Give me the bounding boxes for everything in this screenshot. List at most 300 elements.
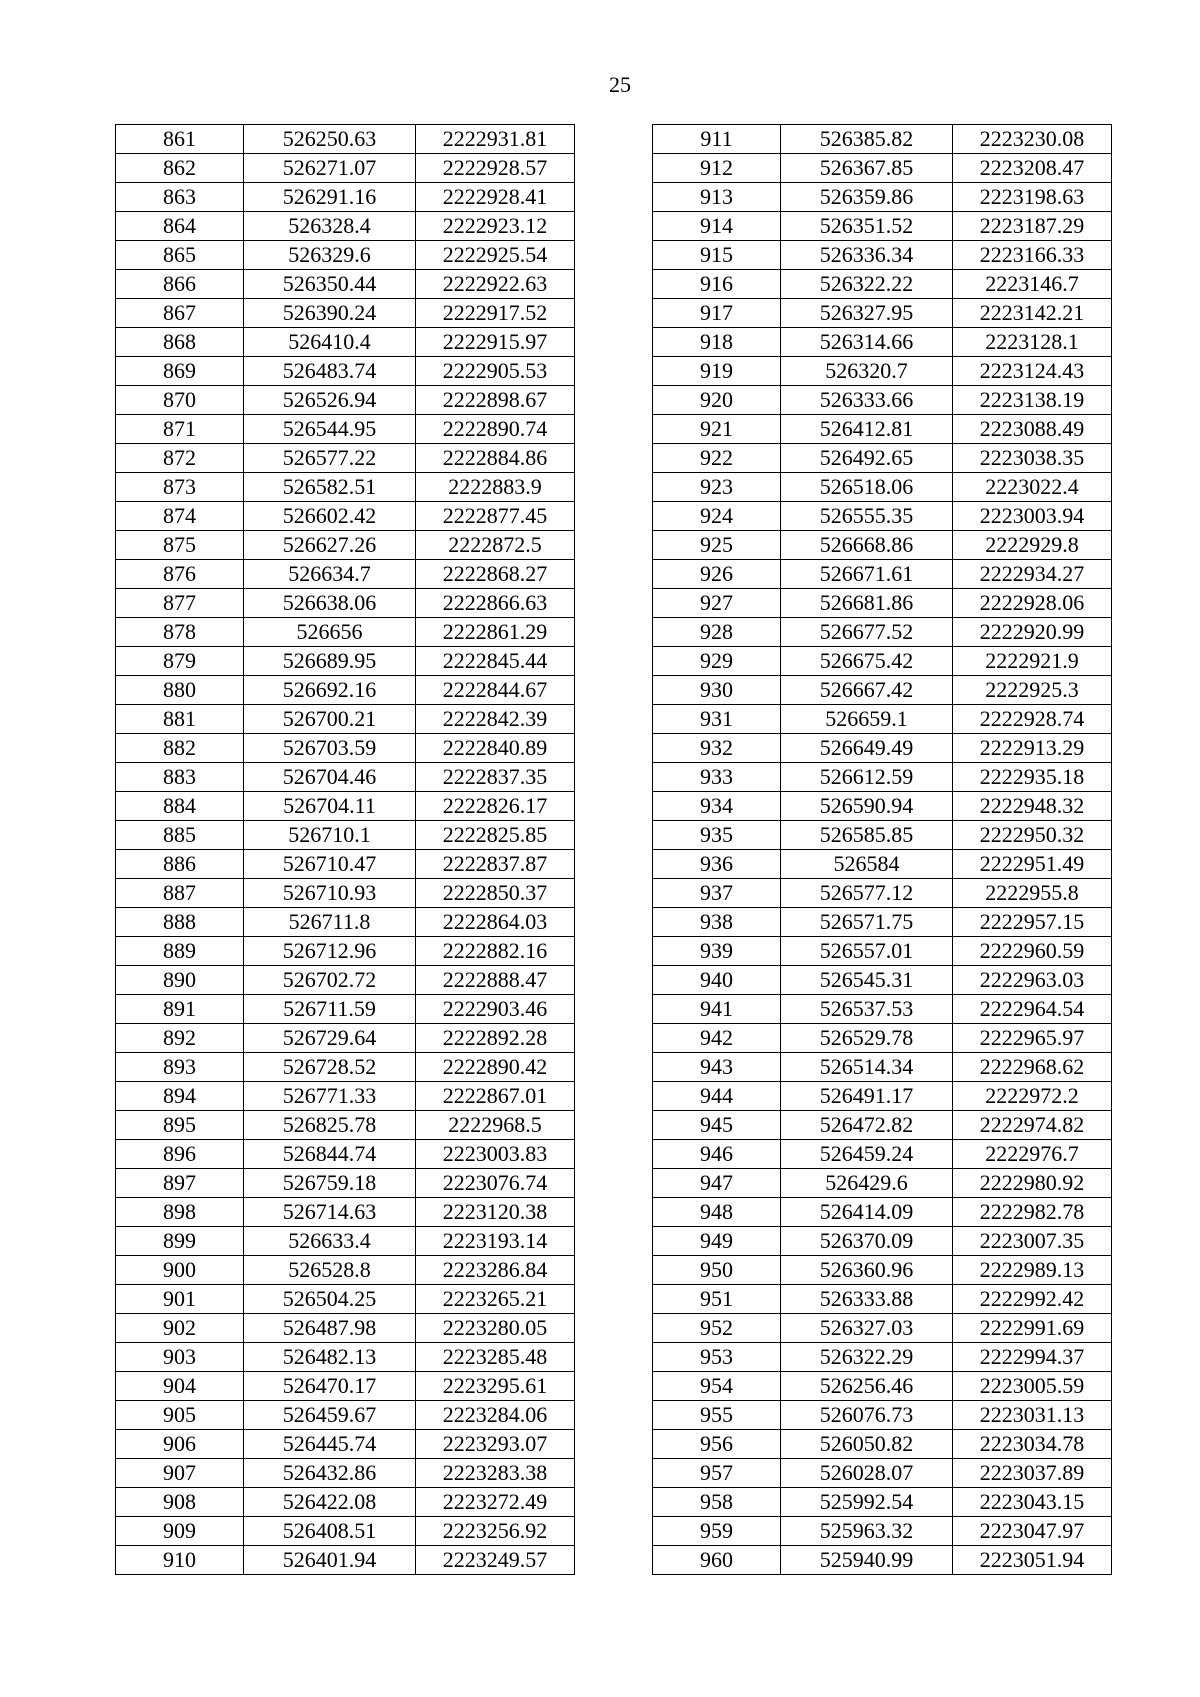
point-number-cell: 892: [116, 1024, 244, 1053]
table-row: [116, 995, 575, 1024]
x-coordinate-cell: 526675.42: [781, 647, 953, 676]
x-coordinate-cell: 526710.1: [244, 821, 416, 850]
x-coordinate-cell: 526359.86: [781, 183, 953, 212]
table-row: [116, 502, 575, 531]
y-coordinate-cell: 2222928.57: [416, 154, 575, 183]
y-coordinate-cell: 2222976.7: [953, 1140, 1112, 1169]
x-coordinate-cell: 526633.4: [244, 1227, 416, 1256]
table-row: [116, 1430, 575, 1459]
point-number-cell: 916: [653, 270, 781, 299]
y-coordinate-cell: 2222950.32: [953, 821, 1112, 850]
x-coordinate-cell: 526714.63: [244, 1198, 416, 1227]
point-number-cell: 882: [116, 734, 244, 763]
table-row: [653, 1198, 1112, 1227]
table-row: [653, 1227, 1112, 1256]
x-coordinate-cell: 526271.07: [244, 154, 416, 183]
table-row: [116, 1285, 575, 1314]
x-coordinate-cell: 526385.82: [781, 125, 953, 154]
point-number-cell: 909: [116, 1517, 244, 1546]
point-number-cell: 872: [116, 444, 244, 473]
x-coordinate-cell: 526250.63: [244, 125, 416, 154]
x-coordinate-cell: 526320.7: [781, 357, 953, 386]
x-coordinate-cell: 526351.52: [781, 212, 953, 241]
x-coordinate-cell: 526367.85: [781, 154, 953, 183]
y-coordinate-cell: 2222882.16: [416, 937, 575, 966]
point-number-cell: 911: [653, 125, 781, 154]
point-number-cell: 899: [116, 1227, 244, 1256]
x-coordinate-cell: 526350.44: [244, 270, 416, 299]
point-number-cell: 861: [116, 125, 244, 154]
x-coordinate-cell: 526445.74: [244, 1430, 416, 1459]
y-coordinate-cell: 2223022.4: [953, 473, 1112, 502]
x-coordinate-cell: 526710.93: [244, 879, 416, 908]
point-number-cell: 910: [116, 1546, 244, 1575]
point-number-cell: 868: [116, 328, 244, 357]
table-row: [653, 212, 1112, 241]
x-coordinate-cell: 526659.1: [781, 705, 953, 734]
y-coordinate-cell: 2222989.13: [953, 1256, 1112, 1285]
y-coordinate-cell: 2222992.42: [953, 1285, 1112, 1314]
x-coordinate-cell: 526844.74: [244, 1140, 416, 1169]
point-number-cell: 862: [116, 154, 244, 183]
table-row: [116, 154, 575, 183]
table-row: [653, 908, 1112, 937]
y-coordinate-cell: 2223249.57: [416, 1546, 575, 1575]
x-coordinate-cell: 526557.01: [781, 937, 953, 966]
y-coordinate-cell: 2223198.63: [953, 183, 1112, 212]
y-coordinate-cell: 2222825.85: [416, 821, 575, 850]
x-coordinate-cell: 526470.17: [244, 1372, 416, 1401]
point-number-cell: 922: [653, 444, 781, 473]
x-coordinate-cell: 526526.94: [244, 386, 416, 415]
x-coordinate-cell: 526729.64: [244, 1024, 416, 1053]
point-number-cell: 895: [116, 1111, 244, 1140]
x-coordinate-cell: 526529.78: [781, 1024, 953, 1053]
y-coordinate-cell: 2222931.81: [416, 125, 575, 154]
y-coordinate-cell: 2223043.15: [953, 1488, 1112, 1517]
point-number-cell: 896: [116, 1140, 244, 1169]
x-coordinate-cell: 526050.82: [781, 1430, 953, 1459]
y-coordinate-cell: 2222928.06: [953, 589, 1112, 618]
y-coordinate-cell: 2222872.5: [416, 531, 575, 560]
point-number-cell: 960: [653, 1546, 781, 1575]
x-coordinate-cell: 525940.99: [781, 1546, 953, 1575]
y-coordinate-cell: 2222960.59: [953, 937, 1112, 966]
y-coordinate-cell: 2223280.05: [416, 1314, 575, 1343]
x-coordinate-cell: 526825.78: [244, 1111, 416, 1140]
table-row: [116, 1256, 575, 1285]
x-coordinate-cell: 526759.18: [244, 1169, 416, 1198]
x-coordinate-cell: 526328.4: [244, 212, 416, 241]
table-row: [116, 589, 575, 618]
y-coordinate-cell: 2222903.46: [416, 995, 575, 1024]
table-row: [653, 270, 1112, 299]
y-coordinate-cell: 2222920.99: [953, 618, 1112, 647]
table-row: [653, 183, 1112, 212]
y-coordinate-cell: 2222842.39: [416, 705, 575, 734]
y-coordinate-cell: 2222866.63: [416, 589, 575, 618]
point-number-cell: 893: [116, 1053, 244, 1082]
x-coordinate-cell: 526322.22: [781, 270, 953, 299]
point-number-cell: 941: [653, 995, 781, 1024]
table-row: [116, 908, 575, 937]
point-number-cell: 928: [653, 618, 781, 647]
table-row: [116, 1459, 575, 1488]
table-row: [116, 763, 575, 792]
y-coordinate-cell: 2223230.08: [953, 125, 1112, 154]
x-coordinate-cell: 526667.42: [781, 676, 953, 705]
y-coordinate-cell: 2223166.33: [953, 241, 1112, 270]
point-number-cell: 950: [653, 1256, 781, 1285]
x-coordinate-cell: 526291.16: [244, 183, 416, 212]
point-number-cell: 959: [653, 1517, 781, 1546]
y-coordinate-cell: 2223265.21: [416, 1285, 575, 1314]
table-row: [116, 212, 575, 241]
point-number-cell: 949: [653, 1227, 781, 1256]
y-coordinate-cell: 2222892.28: [416, 1024, 575, 1053]
x-coordinate-cell: 526410.4: [244, 328, 416, 357]
y-coordinate-cell: 2222826.17: [416, 792, 575, 821]
y-coordinate-cell: 2223120.38: [416, 1198, 575, 1227]
table-row: [116, 1314, 575, 1343]
y-coordinate-cell: 2222888.47: [416, 966, 575, 995]
point-number-cell: 904: [116, 1372, 244, 1401]
y-coordinate-cell: 2222972.2: [953, 1082, 1112, 1111]
y-coordinate-cell: 2223124.43: [953, 357, 1112, 386]
y-coordinate-cell: 2222921.9: [953, 647, 1112, 676]
y-coordinate-cell: 2222968.62: [953, 1053, 1112, 1082]
x-coordinate-cell: 526710.47: [244, 850, 416, 879]
y-coordinate-cell: 2222974.82: [953, 1111, 1112, 1140]
point-number-cell: 881: [116, 705, 244, 734]
table-row: [116, 1488, 575, 1517]
point-number-cell: 898: [116, 1198, 244, 1227]
point-number-cell: 917: [653, 299, 781, 328]
x-coordinate-cell: 526537.53: [781, 995, 953, 1024]
y-coordinate-cell: 2223285.48: [416, 1343, 575, 1372]
point-number-cell: 866: [116, 270, 244, 299]
x-coordinate-cell: 526545.31: [781, 966, 953, 995]
x-coordinate-cell: 526370.09: [781, 1227, 953, 1256]
point-number-cell: 907: [116, 1459, 244, 1488]
y-coordinate-cell: 2222837.35: [416, 763, 575, 792]
table-row: [116, 879, 575, 908]
x-coordinate-cell: 526584: [781, 850, 953, 879]
table-row: [116, 473, 575, 502]
x-coordinate-cell: 526492.65: [781, 444, 953, 473]
x-coordinate-cell: 526314.66: [781, 328, 953, 357]
point-number-cell: 925: [653, 531, 781, 560]
x-coordinate-cell: 526728.52: [244, 1053, 416, 1082]
x-coordinate-cell: 526702.72: [244, 966, 416, 995]
x-coordinate-cell: 526459.24: [781, 1140, 953, 1169]
x-coordinate-cell: 526571.75: [781, 908, 953, 937]
table-row: [116, 415, 575, 444]
table-row: [653, 879, 1112, 908]
x-coordinate-cell: 526627.26: [244, 531, 416, 560]
x-coordinate-cell: 525963.32: [781, 1517, 953, 1546]
point-number-cell: 877: [116, 589, 244, 618]
y-coordinate-cell: 2222840.89: [416, 734, 575, 763]
point-number-cell: 864: [116, 212, 244, 241]
y-coordinate-cell: 2222867.01: [416, 1082, 575, 1111]
y-coordinate-cell: 2223037.89: [953, 1459, 1112, 1488]
point-number-cell: 869: [116, 357, 244, 386]
table-row: [116, 1140, 575, 1169]
y-coordinate-cell: 2222913.29: [953, 734, 1112, 763]
point-number-cell: 897: [116, 1169, 244, 1198]
y-coordinate-cell: 2222905.53: [416, 357, 575, 386]
x-coordinate-cell: 526590.94: [781, 792, 953, 821]
y-coordinate-cell: 2223146.7: [953, 270, 1112, 299]
point-number-cell: 865: [116, 241, 244, 270]
x-coordinate-cell: 526412.81: [781, 415, 953, 444]
x-coordinate-cell: 526612.59: [781, 763, 953, 792]
point-number-cell: 947: [653, 1169, 781, 1198]
y-coordinate-cell: 2223295.61: [416, 1372, 575, 1401]
x-coordinate-cell: 526491.17: [781, 1082, 953, 1111]
table-row: [116, 328, 575, 357]
point-number-cell: 946: [653, 1140, 781, 1169]
point-number-cell: 939: [653, 937, 781, 966]
point-number-cell: 884: [116, 792, 244, 821]
y-coordinate-cell: 2222845.44: [416, 647, 575, 676]
y-coordinate-cell: 2223007.35: [953, 1227, 1112, 1256]
point-number-cell: 871: [116, 415, 244, 444]
table-row: [653, 560, 1112, 589]
x-coordinate-cell: 526028.07: [781, 1459, 953, 1488]
point-number-cell: 900: [116, 1256, 244, 1285]
point-number-cell: 929: [653, 647, 781, 676]
x-coordinate-cell: 526668.86: [781, 531, 953, 560]
point-number-cell: 942: [653, 1024, 781, 1053]
y-coordinate-cell: 2223283.38: [416, 1459, 575, 1488]
y-coordinate-cell: 2222934.27: [953, 560, 1112, 589]
point-number-cell: 952: [653, 1314, 781, 1343]
point-number-cell: 887: [116, 879, 244, 908]
table-row: [653, 386, 1112, 415]
y-coordinate-cell: 2222929.8: [953, 531, 1112, 560]
table-row: [116, 821, 575, 850]
point-number-cell: 953: [653, 1343, 781, 1372]
point-number-cell: 914: [653, 212, 781, 241]
table-row: [653, 531, 1112, 560]
x-coordinate-cell: 526689.95: [244, 647, 416, 676]
y-coordinate-cell: 2223003.94: [953, 502, 1112, 531]
y-coordinate-cell: 2223047.97: [953, 1517, 1112, 1546]
x-coordinate-cell: 526712.96: [244, 937, 416, 966]
table-row: [653, 734, 1112, 763]
x-coordinate-cell: 526771.33: [244, 1082, 416, 1111]
x-coordinate-cell: 526692.16: [244, 676, 416, 705]
y-coordinate-cell: 2222948.32: [953, 792, 1112, 821]
point-number-cell: 944: [653, 1082, 781, 1111]
point-number-cell: 912: [653, 154, 781, 183]
y-coordinate-cell: 2222994.37: [953, 1343, 1112, 1372]
table-row: [116, 792, 575, 821]
x-coordinate-cell: 526432.86: [244, 1459, 416, 1488]
point-number-cell: 889: [116, 937, 244, 966]
x-coordinate-cell: 526256.46: [781, 1372, 953, 1401]
table-row: [116, 1053, 575, 1082]
table-row: [653, 357, 1112, 386]
point-number-cell: 924: [653, 502, 781, 531]
point-number-cell: 938: [653, 908, 781, 937]
table-row: [116, 1111, 575, 1140]
y-coordinate-cell: 2223272.49: [416, 1488, 575, 1517]
y-coordinate-cell: 2223142.21: [953, 299, 1112, 328]
x-coordinate-cell: 526322.29: [781, 1343, 953, 1372]
y-coordinate-cell: 2223293.07: [416, 1430, 575, 1459]
x-coordinate-cell: 526487.98: [244, 1314, 416, 1343]
table-row: [653, 1140, 1112, 1169]
table-row: [653, 1343, 1112, 1372]
table-row: [653, 1053, 1112, 1082]
y-coordinate-cell: 2223187.29: [953, 212, 1112, 241]
y-coordinate-cell: 2222968.5: [416, 1111, 575, 1140]
point-number-cell: 891: [116, 995, 244, 1024]
table-row: [116, 676, 575, 705]
point-number-cell: 919: [653, 357, 781, 386]
point-number-cell: 920: [653, 386, 781, 415]
point-number-cell: 863: [116, 183, 244, 212]
table-row: [653, 850, 1112, 879]
x-coordinate-cell: 526333.66: [781, 386, 953, 415]
x-coordinate-cell: 526711.8: [244, 908, 416, 937]
table-row: [653, 1082, 1112, 1111]
point-number-cell: 890: [116, 966, 244, 995]
table-row: [653, 1024, 1112, 1053]
x-coordinate-cell: 526482.13: [244, 1343, 416, 1372]
y-coordinate-cell: 2222991.69: [953, 1314, 1112, 1343]
y-coordinate-cell: 2222898.67: [416, 386, 575, 415]
point-number-cell: 903: [116, 1343, 244, 1372]
y-coordinate-cell: 2222955.8: [953, 879, 1112, 908]
point-number-cell: 894: [116, 1082, 244, 1111]
x-coordinate-cell: 526336.34: [781, 241, 953, 270]
x-coordinate-cell: 526329.6: [244, 241, 416, 270]
table-row: [116, 386, 575, 415]
y-coordinate-cell: 2223034.78: [953, 1430, 1112, 1459]
table-row: [116, 1169, 575, 1198]
point-number-cell: 875: [116, 531, 244, 560]
point-number-cell: 934: [653, 792, 781, 821]
x-coordinate-cell: 526483.74: [244, 357, 416, 386]
y-coordinate-cell: 2222951.49: [953, 850, 1112, 879]
point-number-cell: 908: [116, 1488, 244, 1517]
point-number-cell: 915: [653, 241, 781, 270]
point-number-cell: 902: [116, 1314, 244, 1343]
table-row: [116, 1517, 575, 1546]
x-coordinate-cell: 525992.54: [781, 1488, 953, 1517]
table-row: [116, 241, 575, 270]
point-number-cell: 923: [653, 473, 781, 502]
y-coordinate-cell: 2223208.47: [953, 154, 1112, 183]
point-number-cell: 918: [653, 328, 781, 357]
point-number-cell: 954: [653, 1372, 781, 1401]
table-row: [653, 444, 1112, 473]
table-row: [653, 618, 1112, 647]
table-row: [653, 241, 1112, 270]
point-number-cell: 937: [653, 879, 781, 908]
table-row: [653, 1111, 1112, 1140]
y-coordinate-cell: 2223193.14: [416, 1227, 575, 1256]
y-coordinate-cell: 2222964.54: [953, 995, 1112, 1024]
y-coordinate-cell: 2222922.63: [416, 270, 575, 299]
y-coordinate-cell: 2223256.92: [416, 1517, 575, 1546]
table-row: [116, 357, 575, 386]
x-coordinate-cell: 526700.21: [244, 705, 416, 734]
point-number-cell: 930: [653, 676, 781, 705]
point-number-cell: 885: [116, 821, 244, 850]
y-coordinate-cell: 2222957.15: [953, 908, 1112, 937]
table-row: [653, 154, 1112, 183]
table-row: [116, 850, 575, 879]
table-row: [653, 473, 1112, 502]
x-coordinate-cell: 526472.82: [781, 1111, 953, 1140]
table-row: [116, 1082, 575, 1111]
point-number-cell: 870: [116, 386, 244, 415]
table-row: [116, 531, 575, 560]
point-number-cell: 886: [116, 850, 244, 879]
point-number-cell: 879: [116, 647, 244, 676]
x-coordinate-cell: 526681.86: [781, 589, 953, 618]
y-coordinate-cell: 2222883.9: [416, 473, 575, 502]
point-number-cell: 958: [653, 1488, 781, 1517]
point-number-cell: 883: [116, 763, 244, 792]
point-number-cell: 951: [653, 1285, 781, 1314]
table-row: [116, 705, 575, 734]
point-number-cell: 867: [116, 299, 244, 328]
y-coordinate-cell: 2222868.27: [416, 560, 575, 589]
y-coordinate-cell: 2222844.67: [416, 676, 575, 705]
table-row: [653, 705, 1112, 734]
x-coordinate-cell: 526518.06: [781, 473, 953, 502]
y-coordinate-cell: 2222861.29: [416, 618, 575, 647]
table-row: [653, 415, 1112, 444]
x-coordinate-cell: 526414.09: [781, 1198, 953, 1227]
point-number-cell: 927: [653, 589, 781, 618]
y-coordinate-cell: 2222890.42: [416, 1053, 575, 1082]
table-row: [653, 328, 1112, 357]
x-coordinate-cell: 526555.35: [781, 502, 953, 531]
table-row: [116, 270, 575, 299]
table-row: [116, 1227, 575, 1256]
y-coordinate-cell: 2222925.54: [416, 241, 575, 270]
table-row: [116, 1546, 575, 1575]
table-row: [116, 618, 575, 647]
table-row: [653, 966, 1112, 995]
table-row: [116, 125, 575, 154]
table-row: [116, 1024, 575, 1053]
point-number-cell: 874: [116, 502, 244, 531]
x-coordinate-cell: 526408.51: [244, 1517, 416, 1546]
point-number-cell: 956: [653, 1430, 781, 1459]
y-coordinate-cell: 2222928.41: [416, 183, 575, 212]
point-number-cell: 932: [653, 734, 781, 763]
x-coordinate-cell: 526528.8: [244, 1256, 416, 1285]
table-row: [116, 299, 575, 328]
x-coordinate-cell: 526602.42: [244, 502, 416, 531]
x-coordinate-cell: 526711.59: [244, 995, 416, 1024]
x-coordinate-cell: 526656: [244, 618, 416, 647]
x-coordinate-cell: 526704.46: [244, 763, 416, 792]
y-coordinate-cell: 2223005.59: [953, 1372, 1112, 1401]
point-number-cell: 926: [653, 560, 781, 589]
x-coordinate-cell: 526585.85: [781, 821, 953, 850]
table-row: [116, 444, 575, 473]
table-row: [653, 647, 1112, 676]
